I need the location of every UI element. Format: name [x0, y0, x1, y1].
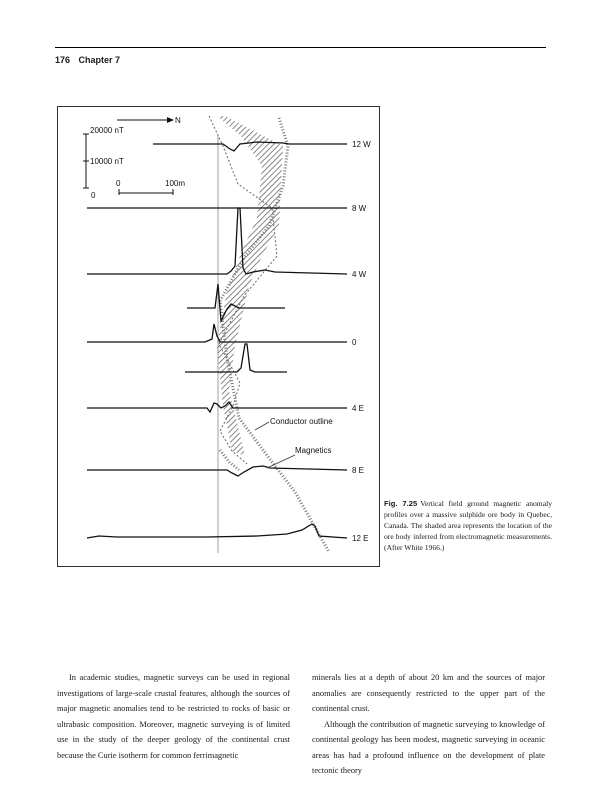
- profile-label-0: 0: [352, 338, 357, 347]
- profile-line-4e: [87, 402, 347, 412]
- body-column-right: [312, 670, 545, 779]
- body-paragraph: Although the contribution of magnetic surveying to knowledge of continental geology has been modest, magnetic surveying in oceanic areas has had a profound influence on the development of plate tectonic theory: [312, 719, 545, 775]
- north-arrow-head: [167, 117, 174, 123]
- profile-line-12e: [87, 524, 347, 538]
- profile-line-intermediate-2: [185, 344, 287, 372]
- profile-line-4w: [87, 208, 347, 274]
- caption-label: Fig. 7.25: [384, 499, 418, 508]
- conductor-outline-label: Conductor outline: [270, 417, 333, 426]
- magnetics-trend-segment: [220, 450, 239, 470]
- magnetics-label: Magnetics: [295, 446, 332, 455]
- magnetics-leader-line: [267, 455, 295, 468]
- body-paragraph: In academic studies, magnetic surveys can be used in regional investigations of large-scale crustal features, although the sources of major magnetic anomalies tend to be restricted to rocks of basic or ultrabasic composition. Moreover, magnetic surveying is of limited use in the study of the deeper geology of the continental crust because the Curie isotherm for common ferrimagnetic: [57, 673, 290, 760]
- body-column-left: [57, 670, 290, 763]
- distance-0-label: 0: [116, 179, 121, 188]
- profile-label-4e: 4 E: [352, 404, 365, 413]
- body-paragraph: minerals lies at a depth of about 20 km and the sources of major anomalies are consequently restricted to the upper part of the continental crust.: [312, 673, 545, 713]
- nt-0-label: 0: [91, 191, 96, 200]
- nt-10000-label: 10000 nT: [90, 157, 124, 166]
- profile-line-0: [87, 324, 347, 342]
- conductor-leader-line: [255, 422, 269, 430]
- page-number: 176: [55, 55, 71, 65]
- distance-100-label: 100m: [165, 179, 186, 188]
- north-label: N: [175, 116, 181, 125]
- figure-caption: [384, 498, 552, 553]
- magnetic-profiles-figure: [57, 106, 380, 567]
- profile-label-12w: 12 W: [352, 140, 371, 149]
- nt-20000-label: 20000 nT: [90, 126, 124, 135]
- chapter-title: Chapter 7: [78, 55, 121, 65]
- header-rule: [55, 47, 546, 48]
- profile-label-8w: 8 W: [352, 204, 367, 213]
- profile-label-4w: 4 W: [352, 270, 367, 279]
- profile-label-8e: 8 E: [352, 466, 365, 475]
- profile-line-8e: [87, 466, 347, 476]
- caption-text: Vertical field ground magnetic anomaly profiles over a massive sulphide ore body in Quebec, Canada. The shaded area represents the location of the ore body inferred from electromagnetic measurements. (After White 1966.): [384, 499, 552, 552]
- profile-label-12e: 12 E: [352, 534, 369, 543]
- running-head: [55, 55, 120, 65]
